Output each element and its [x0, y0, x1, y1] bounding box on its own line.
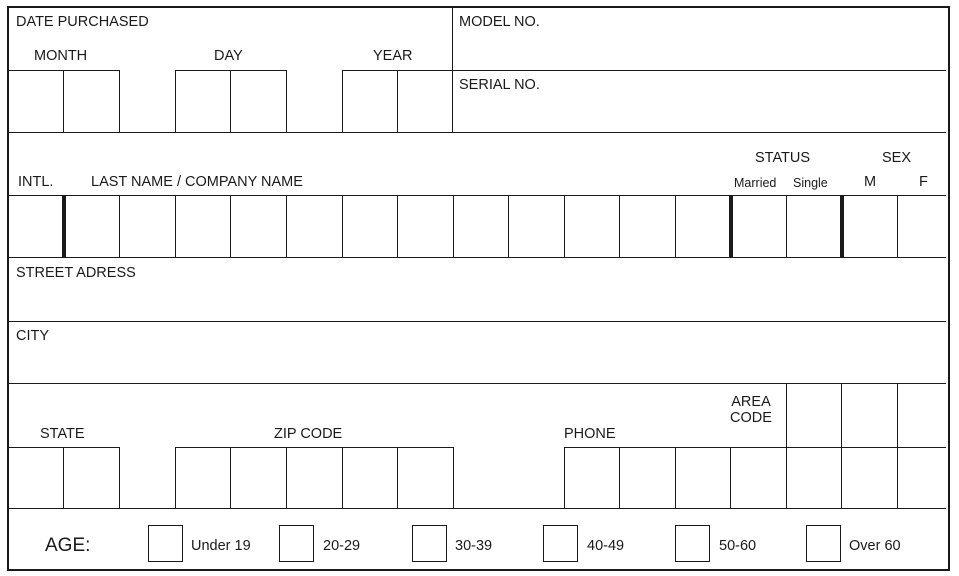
age-50-60-label: 50-60 [719, 538, 757, 554]
married-label: Married [734, 176, 777, 190]
date-cell-divider [119, 70, 120, 132]
age-20-29-checkbox[interactable] [279, 525, 314, 562]
age-over-60-label: Over 60 [849, 538, 901, 554]
state-label: STATE [40, 426, 85, 442]
month-label: MONTH [34, 48, 88, 64]
model-no-field[interactable] [453, 34, 946, 70]
zip-code-label: ZIP CODE [274, 426, 343, 442]
age-30-39-checkbox[interactable] [412, 525, 447, 562]
divider-top-section [9, 132, 946, 133]
zip-code-input[interactable] [176, 448, 453, 508]
serial-no-label: SERIAL NO. [459, 77, 540, 93]
day-input[interactable] [176, 71, 286, 132]
age-20-29-label: 20-29 [323, 538, 361, 554]
serial-no-field[interactable] [453, 96, 946, 132]
female-checkbox[interactable] [898, 196, 946, 257]
day-label: DAY [214, 48, 243, 64]
phone-label: PHONE [564, 426, 616, 442]
age-40-49-label: 40-49 [587, 538, 625, 554]
age-over-60-checkbox[interactable] [806, 525, 841, 562]
single-checkbox[interactable] [787, 196, 840, 257]
year-input[interactable] [343, 71, 452, 132]
single-label: Single [793, 176, 828, 190]
status-label: STATUS [755, 150, 811, 166]
last-name-label: LAST NAME / COMPANY NAME [91, 174, 303, 190]
city-field[interactable] [9, 346, 946, 383]
state-cell-divider [119, 447, 120, 508]
area-code-label: AREA CODE [730, 394, 772, 426]
intl-label: INTL. [18, 174, 54, 190]
date-purchased-label: DATE PURCHASED [16, 14, 149, 30]
zip-cell-divider [453, 447, 454, 508]
age-50-60-checkbox[interactable] [675, 525, 710, 562]
model-no-label: MODEL NO. [459, 14, 540, 30]
female-label: F [919, 174, 928, 190]
male-checkbox[interactable] [844, 196, 897, 257]
age-under-19-checkbox[interactable] [148, 525, 183, 562]
divider-age [9, 508, 946, 509]
area-code-input[interactable] [787, 384, 946, 508]
city-label: CITY [16, 328, 50, 344]
age-under-19-label: Under 19 [191, 538, 251, 554]
year-label: YEAR [373, 48, 413, 64]
last-name-input[interactable] [66, 196, 729, 257]
date-cell-divider [286, 70, 287, 132]
divider-street [9, 257, 946, 258]
male-label: M [864, 174, 877, 190]
sex-label: SEX [882, 150, 912, 166]
divider-model-serial [452, 70, 946, 71]
age-40-49-checkbox[interactable] [543, 525, 578, 562]
state-input[interactable] [9, 448, 119, 508]
age-label: AGE: [45, 535, 91, 556]
phone-input[interactable] [565, 448, 786, 508]
age-30-39-label: 30-39 [455, 538, 493, 554]
month-input[interactable] [9, 71, 119, 132]
street-address-field[interactable] [9, 284, 946, 321]
divider-city [9, 321, 946, 322]
married-checkbox[interactable] [733, 196, 786, 257]
initial-input[interactable] [9, 196, 62, 257]
street-address-label: STREET ADRESS [16, 265, 136, 281]
